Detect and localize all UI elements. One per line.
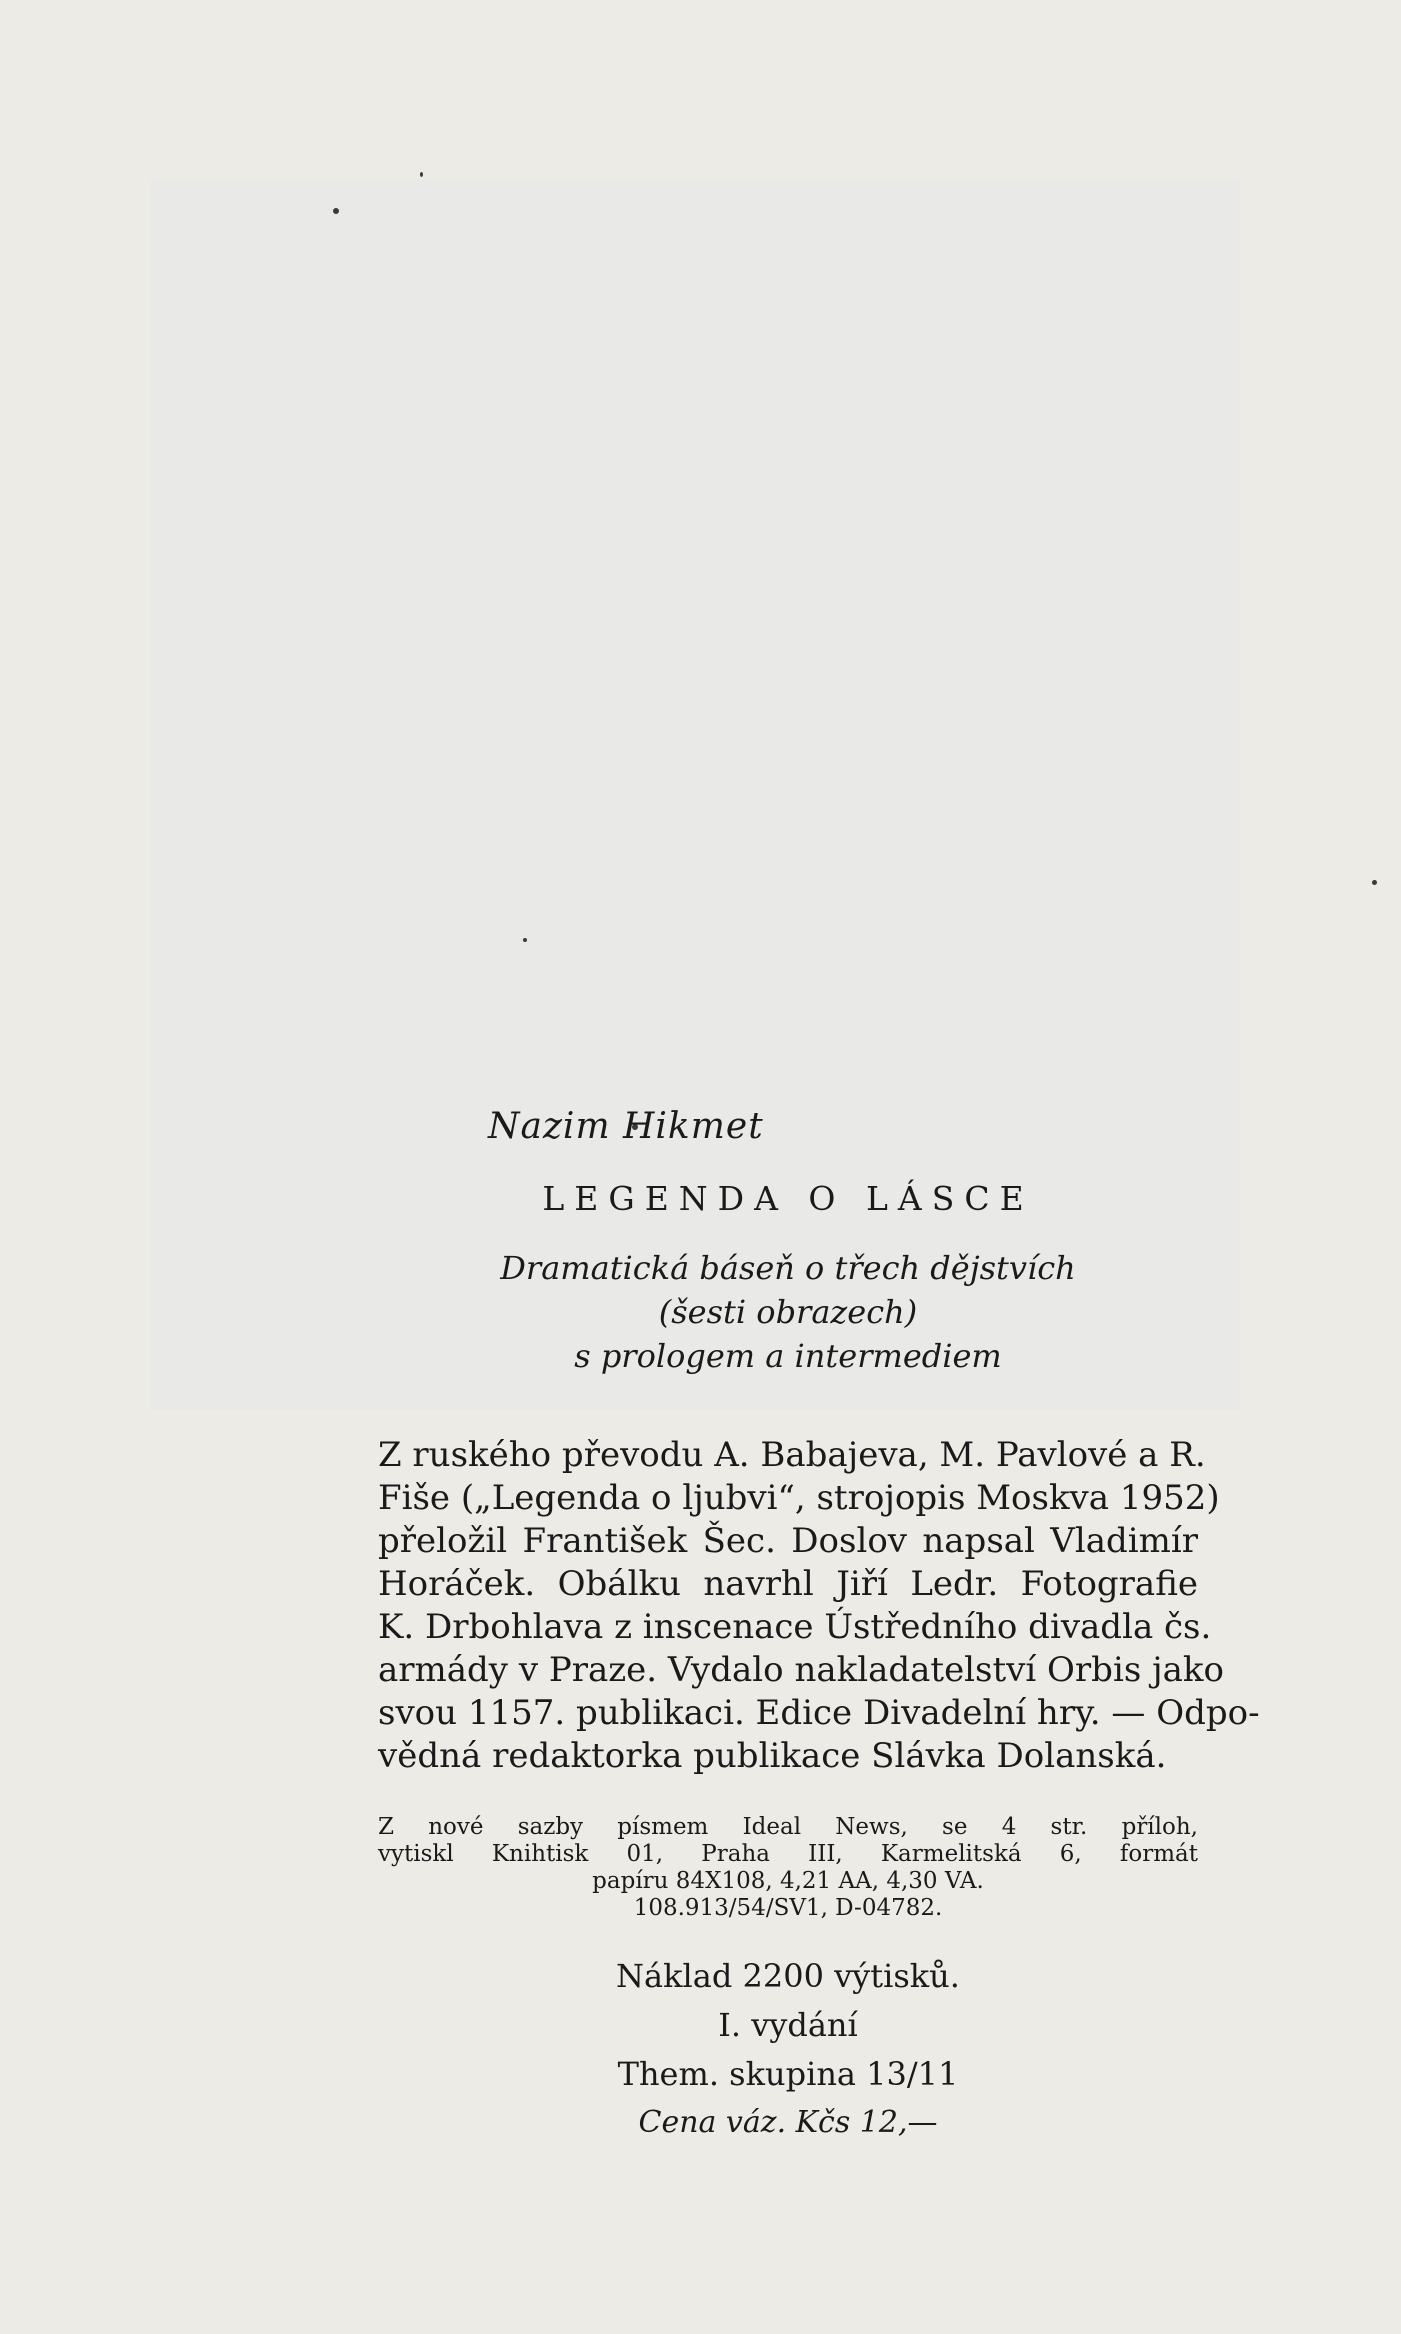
credits-line: Z ruského převodu A. Babajeva, M. Pavlové a R. <box>378 1435 1206 1475</box>
credits-line: svou 1157. publikaci. Edice Divadelní hry. — Odpo- <box>378 1693 1260 1733</box>
credits-line: K. Drbohlava z inscenace Ústředního divadla čs. <box>378 1607 1212 1647</box>
credits-line: Horáček. Obálku navrhl Jiří Ledr. Fotografie <box>378 1564 1198 1604</box>
speck <box>523 938 527 942</box>
credits-line: vědná redaktorka publikace Slávka Dolanská. <box>378 1736 1167 1776</box>
credits-line: přeložil František Šec. Doslov napsal Vladimír <box>378 1521 1198 1561</box>
credits-paragraph <box>378 1434 1260 1778</box>
speck <box>420 172 423 177</box>
book-title: LEGENDA O LÁSCE <box>542 1179 1034 1218</box>
subtitle-line: s prologem a intermediem <box>574 1337 1002 1375</box>
price: Cena váz. Kčs 12,— <box>638 2105 938 2140</box>
imprint-page <box>378 1080 1260 2140</box>
print-line: papíru 84X108, 4,21 AA, 4,30 VA. <box>592 1868 984 1894</box>
book-subtitle <box>378 1246 1198 1378</box>
print-line: vytiskl Knihtisk 01, Praha III, Karmelitská 6, formát <box>378 1841 1198 1867</box>
credits-line: Fiše („Legenda o ljubvi“, strojopis Moskva 1952) <box>378 1478 1220 1518</box>
print-line: Z nové sazby písmem Ideal News, se 4 str. příloh, <box>378 1814 1198 1840</box>
speck <box>1372 880 1377 885</box>
print-line: 108.913/54/SV1, D-04782. <box>633 1895 943 1921</box>
print-info <box>378 1814 1198 1922</box>
edition-number: I. vydání <box>718 2006 858 2044</box>
subtitle-line: Dramatická báseň o třech dějstvích <box>500 1249 1076 1287</box>
author-name: Nazim Hikmet <box>488 1106 764 1147</box>
print-run: Náklad 2200 výtisků. <box>616 1957 960 1995</box>
thematic-group: Them. skupina 13/11 <box>617 2055 959 2093</box>
credits-line: armády v Praze. Vydalo nakladatelství Orbis jako <box>378 1650 1224 1690</box>
subtitle-line: (šesti obrazech) <box>658 1293 918 1331</box>
edition-info <box>378 1952 1198 2099</box>
speck <box>333 208 339 214</box>
